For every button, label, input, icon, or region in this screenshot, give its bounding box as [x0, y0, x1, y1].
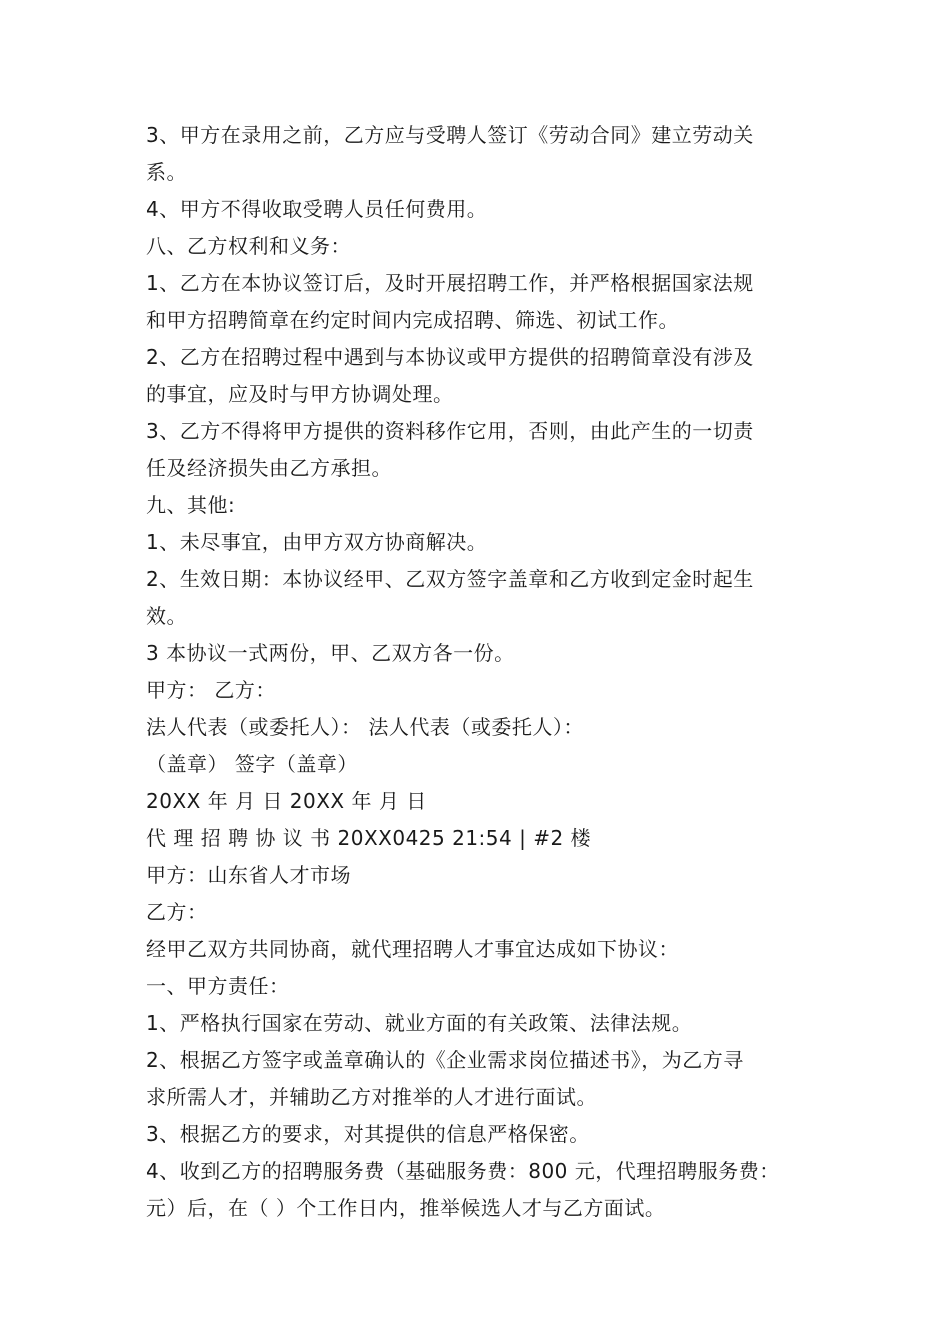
section-heading: 一、甲方责任： [146, 974, 290, 998]
text-line: 元）后，在（ ）个工作日内，推举候选人才与乙方面试。 [146, 1196, 666, 1220]
party-b: 乙方： [146, 900, 208, 924]
text-line: 4、甲方不得收取受聘人员任何费用。 [146, 197, 488, 221]
agreement-title: 代 理 招 聘 协 议 书 20XX0425 21:54 | #2 楼 [146, 826, 592, 850]
text-line: 1、乙方在本协议签订后，及时开展招聘工作，并严格根据国家法规 [146, 271, 754, 295]
signature-parties: 甲方： 乙方： [146, 678, 276, 702]
signature-seal: （盖章） 签字（盖章） [146, 752, 358, 776]
text-line: 2、乙方在招聘过程中遇到与本协议或甲方提供的招聘简章没有涉及 [146, 345, 754, 369]
text-line: 和甲方招聘简章在约定时间内完成招聘、筛选、初试工作。 [146, 308, 679, 332]
signature-date: 20XX 年 月 日 20XX 年 月 日 [146, 789, 427, 813]
document-body [146, 117, 826, 1227]
text-line: 的事宜，应及时与甲方协调处理。 [146, 382, 454, 406]
signature-representatives: 法人代表（或委托人）： 法人代表（或委托人）： [146, 715, 584, 739]
text-line: 效。 [146, 604, 187, 628]
text-line: 任及经济损失由乙方承担。 [146, 456, 392, 480]
text-line: 3 本协议一式两份，甲、乙双方各一份。 [146, 641, 515, 665]
section-heading: 八、乙方权利和义务： [146, 234, 351, 258]
party-a: 甲方：山东省人才市场 [146, 863, 351, 887]
text-line: 1、严格执行国家在劳动、就业方面的有关政策、法律法规。 [146, 1011, 693, 1035]
text-line: 经甲乙双方共同协商，就代理招聘人才事宜达成如下协议： [146, 937, 679, 961]
text-line: 3、甲方在录用之前，乙方应与受聘人签订《劳动合同》建立劳动关 [146, 123, 754, 147]
section-heading: 九、其他: [146, 493, 236, 517]
text-line: 3、根据乙方的要求，对其提供的信息严格保密。 [146, 1122, 590, 1146]
text-line: 求所需人才，并辅助乙方对推举的人才进行面试。 [146, 1085, 597, 1109]
text-line: 1、未尽事宜，由甲方双方协商解决。 [146, 530, 488, 554]
text-line: 系。 [146, 160, 187, 184]
text-line: 3、乙方不得将甲方提供的资料移作它用，否则，由此产生的一切责 [146, 419, 754, 443]
text-line: 2、生效日期：本协议经甲、乙双方签字盖章和乙方收到定金时起生 [146, 567, 754, 591]
text-line: 2、根据乙方签字或盖章确认的《企业需求岗位描述书》，为乙方寻 [146, 1048, 744, 1072]
text-line: 4、收到乙方的招聘服务费（基础服务费：800 元，代理招聘服务费： [146, 1159, 780, 1183]
